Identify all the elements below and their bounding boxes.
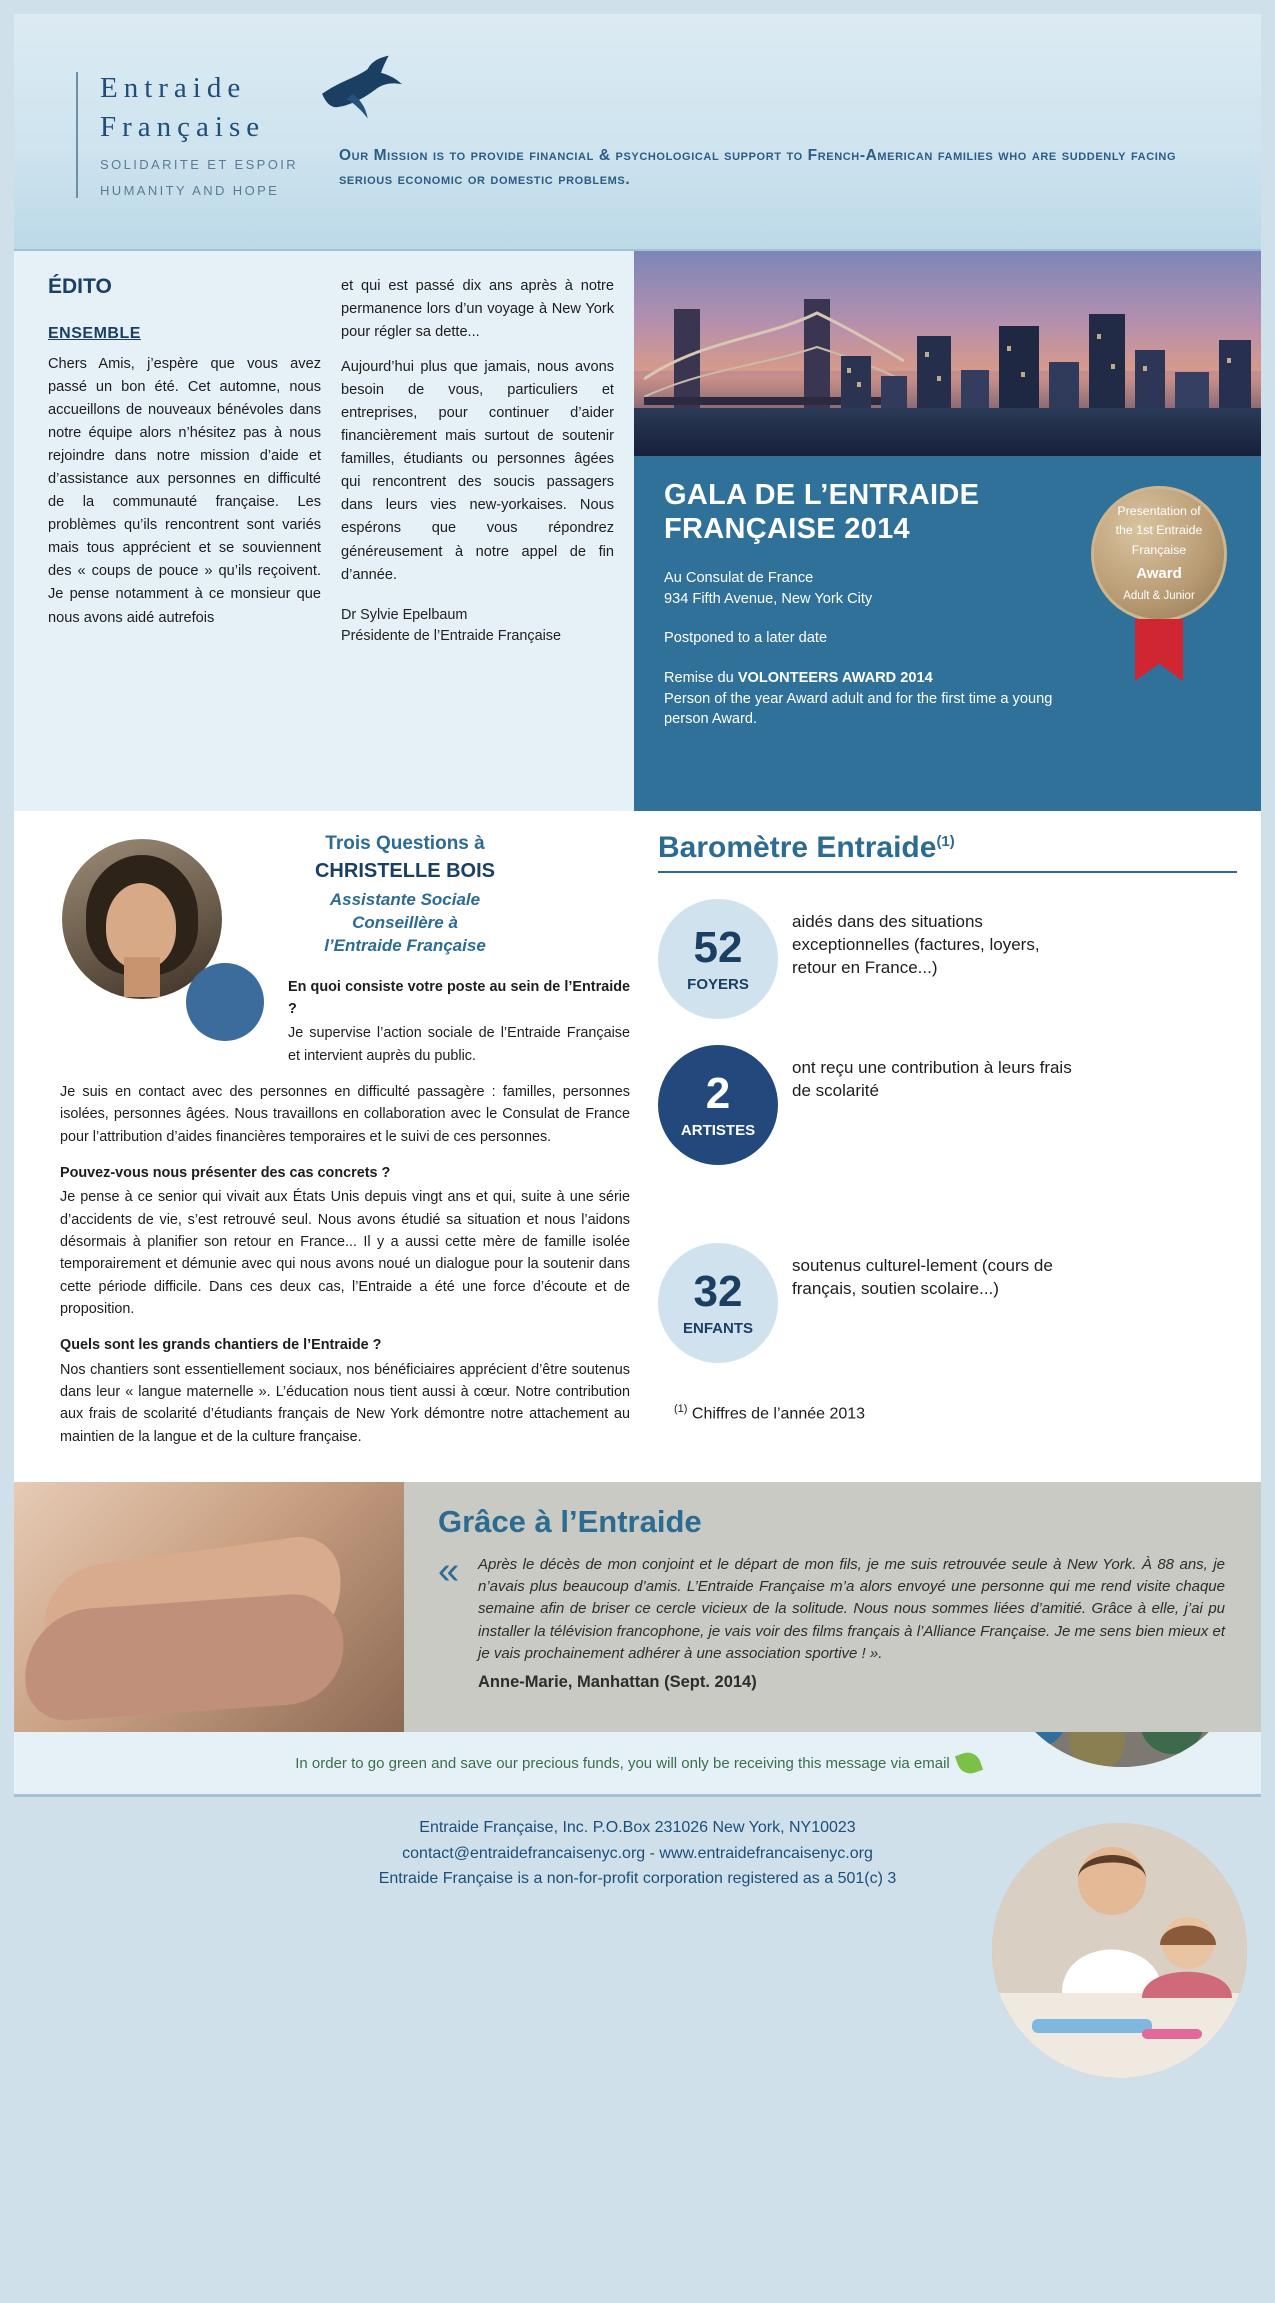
stat-label-2: ARTISTES — [680, 1121, 756, 1139]
organization-logo — [76, 72, 298, 198]
mission-statement: Our Mission is to provide financial & psychological support to French-American families who are suddenly facing serious economic or domestic problems. — [339, 147, 1177, 189]
edito-column-2 — [341, 275, 614, 811]
role-line-3: l’Entraide Française — [324, 935, 486, 955]
testimonial-section — [14, 1482, 1261, 1732]
edito-column-1 — [48, 275, 321, 811]
footer-contact: contact@entraidefrancaisenyc.org - www.entraidefrancaisenyc.org — [402, 1844, 873, 1862]
river-water — [634, 408, 1261, 456]
stat-label-3: ENFANTS — [682, 1319, 753, 1337]
stat-bubble-1 — [658, 899, 778, 1019]
nyc-skyline-photo — [634, 251, 1261, 456]
stat-bubble-2 — [658, 1045, 778, 1165]
gala-award-name: VOLONTEERS AWARD 2014 — [737, 669, 933, 686]
stat-label-1: FOYERS — [687, 975, 749, 993]
barometer-title-sup: (1) — [936, 833, 955, 850]
gala-venue: Au Consulat de France — [664, 570, 814, 587]
stat-bubble-3 — [658, 1243, 778, 1363]
question-1-text: En quoi consiste votre poste au sein de l’Entraide ? — [288, 978, 630, 1018]
signature-name: Dr Sylvie Epelbaum — [341, 606, 468, 623]
edito-paragraph-3: Aujourd’hui plus que jamais, nous avons besoin de vous, particuliers et entreprises, pour continuer d’aider financièrement mais surtout de soutenir familles, étudiants ou personnes âgées qui rencontrent des soucis passagers dans leurs vies new-yorkaises. Nous espérons que vous répondrez généreusement à notre appel de fin d’année. — [341, 359, 614, 583]
barometer-block — [644, 811, 1261, 1472]
interview-person-name: CHRISTELLE BOIS — [314, 860, 495, 882]
award-medal-badge — [1091, 486, 1227, 622]
edito-and-gala-section — [14, 251, 1261, 811]
go-green-text: In order to go green and save our precious funds, you will only be receiving this message via email — [295, 1754, 950, 1772]
testimonial-quote — [438, 1550, 1225, 1665]
interview-and-barometer-section — [14, 811, 1261, 1482]
footer-legal: Entraide Française is a non-for-profit corporation registered as a 501(c) 3 — [378, 1870, 897, 1888]
stat-number-1: 52 — [693, 922, 743, 972]
stat-row-1 — [658, 899, 1261, 1019]
award-ribbon-icon — [1135, 619, 1183, 681]
edito-paragraph-1: Chers Amis, j’espère que vous avez passé un bon été. Cet automne, nous accueillons de nouveaux bénévoles dans notre équipe alors n’hésitez pas à nous rejoindre dans notre mission d’aide et d’assistance aux personnes en difficulté de la communauté française. Les problèmes qu’ils rencontrent sont variés mais tous apprécient et se souviennent des « coups de pouce » qu’ils reçoivent. Je pense notamment à ce monsieur que nous avons aidé autrefois — [48, 356, 321, 626]
edito-title: ÉDITO — [48, 275, 112, 298]
leaf-icon — [955, 1749, 983, 1777]
interview-heading — [245, 833, 565, 958]
stat-text-2: ont reçu une contribution à leurs frais de scolarité — [792, 1058, 1072, 1100]
footnote-marker: (1) — [674, 1403, 688, 1415]
answer-1a: Je supervise l’action sociale de l’Entraide Française et intervient auprès du public. — [288, 1025, 630, 1064]
testimonial-signature: Anne-Marie, Manhattan (Sept. 2014) — [478, 1672, 757, 1691]
answer-2: Je pense à ce senior qui vivait aux États Unis depuis vingt ans et qui, suite à une série d’accidents de vie, s’est retrouvé seul. Nous avons étudié sa situation et nous l’aidons désormais à planifier son retour en France... Il y a aussi cette mère de famille isolée temporairement et démunie avec qui nous avons noué un dialogue pour la soutenir dans cette période difficile. Dans ces deux cas, l’Entraide a été une force d’écoute et de proposition. — [60, 1189, 630, 1318]
question-2-text: Pouvez-vous nous présenter des cas concrets ? — [60, 1165, 391, 1182]
stat-row-2 — [658, 1045, 1261, 1165]
interview-person-role — [245, 889, 565, 958]
teacher-and-child-photo — [992, 1823, 1247, 2078]
stat-number-2: 2 — [705, 1068, 731, 1118]
footnote-text: Chiffres de l’année 2013 — [687, 1405, 866, 1423]
testimonial-title: Grâce à l’Entraide — [438, 1504, 702, 1540]
gala-award-block — [664, 668, 1094, 730]
logo-tagline-fr: SOLIDARITE ET ESPOIR — [100, 157, 299, 172]
gala-award-prefix: Remise du — [664, 669, 738, 686]
medal-line-2: the 1st Entraide — [1115, 523, 1203, 538]
interview-question-2-block — [60, 1162, 630, 1320]
stat-text-3: soutenus culturel-lement (cours de français, soutien scolaire...) — [792, 1256, 1053, 1298]
quote-mark-icon: « — [438, 1550, 460, 1593]
holding-hands-photo — [14, 1482, 404, 1732]
question-3-text: Quels sont les grands chantiers de l’Entraide ? — [60, 1337, 382, 1354]
answer-1b: Je suis en contact avec des personnes en difficulté passagère : familles, personnes isolées, personnes âgées. Nous travaillons en collaboration avec le Consulat de France pour l’attribution d’aides financières temporaires et le suivi de ces personnes. — [60, 1084, 630, 1145]
edito-signature — [341, 605, 614, 648]
gala-status: Postponed to a later date — [664, 629, 828, 646]
logo-tagline-en: HUMANITY AND HOPE — [100, 183, 280, 198]
answer-3: Nos chantiers sont essentiellement sociaux, nos bénéficiaires apprécient d’être soutenus dans leur « langue maternelle ». L’éducation nous tient aussi à cœur. Notre contribution aux frais de scolarité d’étudiants français de New York démontre notre attachement au maintien de la langue et de la culture française. — [60, 1361, 630, 1445]
signature-role: Présidente de l’Entraide Française — [341, 628, 561, 645]
barometer-footnote — [674, 1403, 1261, 1423]
edito-paragraph-2: et qui est passé dix ans après à notre permanence lors d’un voyage à New York pour régler sa dette... — [341, 278, 614, 341]
gala-details — [634, 456, 1261, 811]
role-line-2: Conseillère à — [352, 912, 458, 932]
interview-block — [14, 811, 644, 1472]
interview-body — [60, 976, 630, 1448]
barometer-title-text: Baromètre Entraide — [658, 831, 937, 864]
interview-kicker: Trois Questions à — [325, 833, 485, 854]
avatar-neck — [124, 957, 160, 997]
stat-row-3 — [658, 1243, 1261, 1363]
stat-number-3: 32 — [693, 1266, 743, 1316]
edito-block — [14, 251, 634, 811]
dove-bird-icon — [314, 52, 410, 128]
teacher-illustration — [992, 1823, 1247, 2078]
logo-line-2: Française — [100, 111, 266, 143]
barometer-title — [658, 831, 1237, 873]
testimonial-block — [404, 1482, 1261, 1732]
gala-award-detail: Person of the year Award adult and for the first time a young person Award. — [664, 690, 1053, 728]
gala-title: GALA DE L’ENTRAIDE FRANÇAISE 2014 — [664, 479, 980, 546]
testimonial-quote-text: Après le décès de mon conjoint et le départ de mon fils, je me suis retrouvée seule à New York. À 88 ans, je n’avais plus beaucoup d’amis. L’Entraide Française m’a alors envoyé une personne qui me rend visite chaque semaine afin de briser ce cercle vicieux de la solitude. Nous nous sommes liées d’amitié. Grâce à elle, j’ai pu installer la télévision francophone, je vais voir des films français à l’Alliance Française. Je me sens bien mieux et je vais prochainement adhérer à une association sportive ! ». — [478, 1556, 1225, 1662]
logo-line-1: Entraide — [100, 72, 247, 104]
gala-address: 934 Fifth Avenue, New York City — [664, 591, 873, 608]
medal-award-label: Award — [1136, 564, 1182, 582]
gala-panel — [634, 251, 1261, 811]
stat-text-1: aidés dans des situations exceptionnelles (factures, loyers, retour en France...) — [792, 912, 1040, 977]
edito-subtitle: ENSEMBLE — [48, 325, 141, 342]
medal-line-3: Française — [1131, 542, 1187, 557]
medal-line-1: Presentation of — [1117, 504, 1201, 519]
medal-category: Adult & Junior — [1123, 590, 1195, 603]
role-line-1: Assistante Sociale — [329, 890, 481, 909]
decorative-circle — [186, 963, 264, 1041]
interview-question-3-block — [60, 1334, 630, 1448]
page-header — [14, 14, 1261, 251]
footer-address: Entraide Française, Inc. P.O.Box 231026 New York, NY10023 — [419, 1819, 856, 1837]
